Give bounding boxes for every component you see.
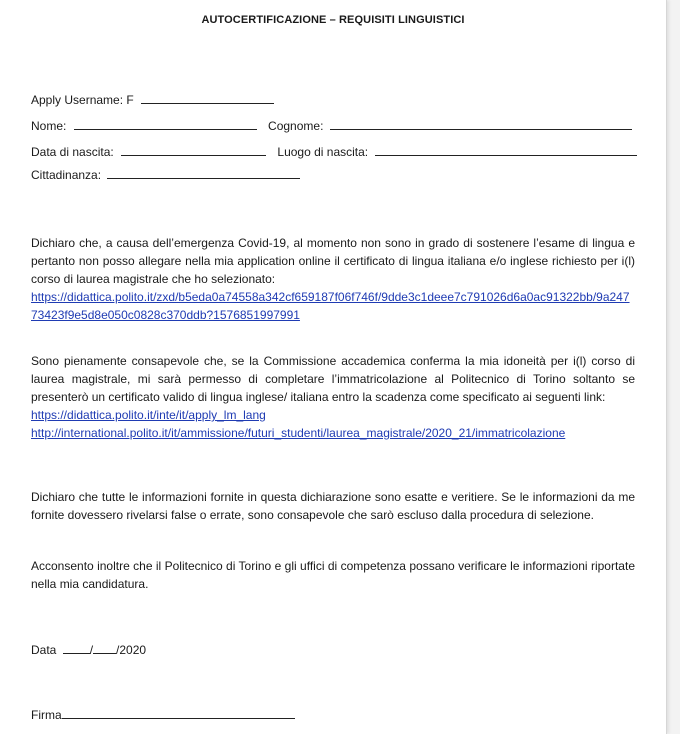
apply-username-blank[interactable]: [141, 92, 274, 104]
signature-label: Firma: [31, 708, 62, 722]
didattica-link[interactable]: https://didattica.polito.it/zxd/b5eda0a74558a342cf659187f06f746f/9dde3c1deee7c791026d6a0ac91322bb/9a24773423f9e5d8e050c0828c370ddb?1576851997991: [31, 290, 630, 322]
paragraph-awareness-text: Sono pienamente consapevole che, se la Commissione accademica conferma la mia idoneità per i(l) corso di laurea magistrale, mi sarà permesso di completare l’immatricolazione al Politecnico di Torino soltanto se presenterò un certificato valido di lingua inglese/ italiana entro la scadenza come specificato ai seguenti link:: [31, 354, 635, 404]
nome-label: Nome:: [31, 119, 67, 133]
apply-lm-lang-link[interactable]: https://didattica.polito.it/inte/it/apply_lm_lang: [31, 408, 266, 422]
date-separator: /: [89, 643, 94, 657]
name-row: [31, 118, 632, 133]
luogo-nascita-label: Luogo di nascita:: [277, 145, 369, 159]
date-day-blank[interactable]: [63, 642, 90, 654]
cittadinanza-blank[interactable]: [107, 167, 300, 179]
signature-blank[interactable]: [62, 707, 295, 719]
cittadinanza-label: Cittadinanza:: [31, 168, 102, 182]
luogo-nascita-blank[interactable]: [375, 144, 637, 156]
signature-row: [31, 707, 295, 722]
paragraph-consent: Acconsento inoltre che il Politecnico di Torino e gli uffici di competenza possano verificare le informazioni riportate nella mia candidatura.: [31, 559, 635, 591]
birth-row: [31, 144, 637, 159]
document-title: AUTOCERTIFICAZIONE – REQUISITI LINGUISTICI: [201, 14, 465, 26]
paragraph-awareness: [31, 352, 635, 442]
apply-username-row: [31, 92, 274, 107]
immatricolazione-link[interactable]: http://international.polito.it/it/ammissione/futuri_studenti/laurea_magistrale/2020_21/immatricolazione: [31, 426, 566, 440]
date-month-blank[interactable]: [93, 642, 116, 654]
data-nascita-label: Data di nascita:: [31, 145, 114, 159]
date-row: [31, 642, 146, 657]
cognome-blank[interactable]: [330, 118, 632, 130]
apply-username-label: Apply Username: F: [31, 93, 134, 107]
citizenship-row: [31, 167, 300, 182]
data-nascita-blank[interactable]: [121, 144, 266, 156]
paragraph-emergency: [31, 234, 635, 324]
nome-blank[interactable]: [74, 118, 257, 130]
date-label: Data: [31, 643, 57, 657]
paragraph-emergency-text: Dichiaro che, a causa dell’emergenza Covid-19, al momento non sono in grado di sostenere l’esame di lingua e pertanto non posso allegare nella mia application online il certificato di lingua italiana e/o inglese richiesto per i(l) corso di laurea magistrale che ho selezionato:: [31, 236, 635, 286]
paragraph-truthfulness: Dichiaro che tutte le informazioni fornite in questa dichiarazione sono esatte e veritiere. Se le informazioni da me fornite dovessero rivelarsi false o errate, sono consapevole che sarò escluso dalla procedura di selezione.: [31, 490, 635, 522]
cognome-label: Cognome:: [268, 119, 324, 133]
date-year: /2020: [116, 643, 147, 657]
